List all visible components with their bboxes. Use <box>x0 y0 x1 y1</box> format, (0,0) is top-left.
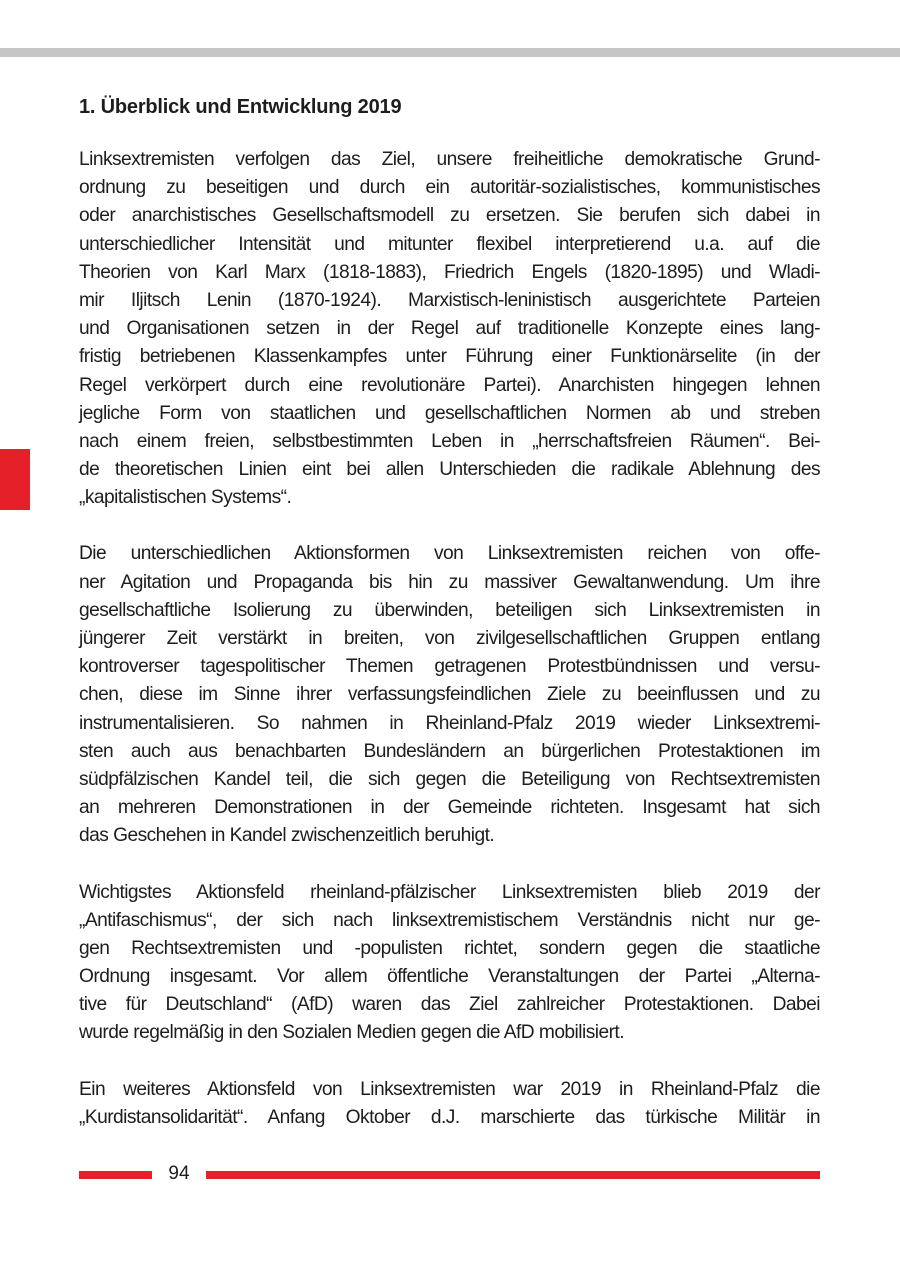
text-line: Ein weiteres Aktionsfeld von Linksextremisten war 2019 in Rheinland-Pfalz die <box>79 1078 820 1100</box>
text-line: und Organisationen setzen in der Regel auf traditionelle Konzepte eines lang- <box>79 318 820 340</box>
text-line: gesellschaftliche Isolierung zu überwinden, beteiligen sich Linksextremisten in <box>79 599 820 621</box>
page-number: 94 <box>168 1163 190 1184</box>
text-line: „Kurdistansolidarität“. Anfang Oktober d.J. marschierte das türkische Militär in <box>79 1106 820 1128</box>
text-line: instrumentalisieren. So nahmen in Rheinland-Pfalz 2019 wieder Linksextremi- <box>79 712 820 734</box>
text-line: ner Agitation und Propaganda bis hin zu massiver Gewaltanwendung. Um ihre <box>79 571 820 593</box>
text-line: kontroverser tagespolitischer Themen getragenen Protestbündnissen und versu- <box>79 656 820 678</box>
text-line: ordnung zu beseitigen und durch ein autoritär-sozialistisches, kommunistisches <box>79 177 820 199</box>
text-line: wurde regelmäßig in den Sozialen Medien gegen die AfD mobilisiert. <box>79 1022 624 1044</box>
text-line: Die unterschiedlichen Aktionsformen von Linksextremisten reichen von offe- <box>79 543 820 565</box>
text-line: Linksextremisten verfolgen das Ziel, unsere freiheitliche demokratische Grund- <box>79 149 820 170</box>
text-line: „Antifaschismus“, der sich nach linksextremistischem Verständnis nicht nur ge- <box>79 909 820 931</box>
text-line: tive für Deutschland“ (AfD) waren das Ziel zahlreicher Protestaktionen. Dabei <box>79 994 820 1016</box>
page-footer <box>0 1160 900 1190</box>
text-line: fristig betriebenen Klassenkampfes unter Führung einer Funktionärselite (in der <box>79 346 820 368</box>
text-line: das Geschehen in Kandel zwischenzeitlich beruhigt. <box>79 825 495 847</box>
text-line: Regel verkörpert durch eine revolutionäre Partei). Anarchisten hingegen lehnen <box>79 374 820 396</box>
text-line: jegliche Form von staatlichen und gesellschaftlichen Normen ab und streben <box>79 402 820 424</box>
section-heading: 1. Überblick und Entwicklung 2019 <box>79 96 402 118</box>
text-line: „kapitalistischen Systems“. <box>79 487 292 509</box>
text-line: Ordnung insgesamt. Vor allem öffentliche Veranstaltungen der Partei „Alterna- <box>79 966 820 988</box>
text-line: an mehreren Demonstrationen in der Gemeinde richteten. Insgesamt hat sich <box>79 797 820 819</box>
chapter-tab-marker <box>0 449 30 510</box>
text-line: unterschiedlicher Intensität und mitunter flexibel interpretierend u.a. auf die <box>79 233 820 255</box>
footer-rule-left <box>79 1171 152 1179</box>
text-line: Wichtigstes Aktionsfeld rheinland-pfälzischer Linksextremisten blieb 2019 der <box>79 881 820 903</box>
text-line: oder anarchistisches Gesellschaftsmodell zu ersetzen. Sie berufen sich dabei in <box>79 205 820 227</box>
header-rule <box>0 48 900 57</box>
paragraph-3 <box>79 879 820 1048</box>
paragraph-4 <box>79 1076 820 1132</box>
text-line: Theorien von Karl Marx (1818-1883), Friedrich Engels (1820-1895) und Wladi- <box>79 261 820 283</box>
text-line: mir Iljitsch Lenin (1870-1924). Marxistisch-leninistisch ausgerichtete Parteien <box>79 289 820 311</box>
body-text <box>79 146 820 1160</box>
footer-rule-right <box>206 1171 820 1179</box>
text-line: nach einem freien, selbstbestimmten Leben in „herrschaftsfreien Räumen“. Bei- <box>79 430 820 452</box>
text-line: gen Rechtsextremisten und -populisten richtet, sondern gegen die staatliche <box>79 937 820 959</box>
text-line: südpfälzischen Kandel teil, die sich gegen die Beteiligung von Rechtsextremisten <box>79 768 820 790</box>
text-line: jüngerer Zeit verstärkt in breiten, von zivilgesellschaftlichen Gruppen entlang <box>79 628 820 649</box>
text-line: chen, diese im Sinne ihrer verfassungsfeindlichen Ziele zu beeinflussen und zu <box>79 684 820 706</box>
paragraph-2 <box>79 540 820 850</box>
text-line: de theoretischen Linien eint bei allen Unterschieden die radikale Ablehnung des <box>79 459 820 481</box>
text-line: sten auch aus benachbarten Bundesländern an bürgerlichen Protestaktionen im <box>79 740 820 762</box>
paragraph-1 <box>79 146 820 512</box>
